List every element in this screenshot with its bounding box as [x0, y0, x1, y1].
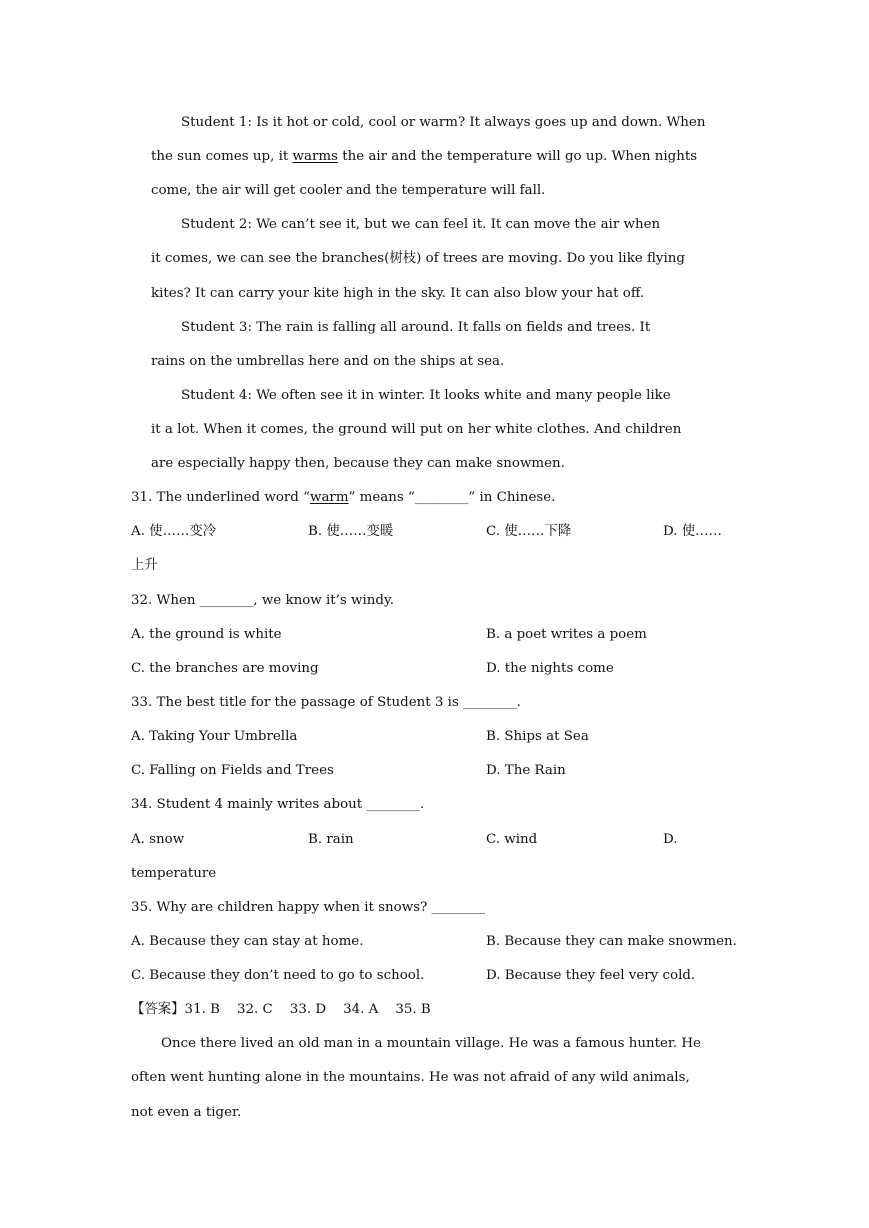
question-34-option-d-continued: temperature: [131, 866, 217, 881]
student3-line1: Student 3: The rain is falling all around. It falls on fields and trees. It: [181, 320, 651, 335]
question-35-option-a: A. Because they can stay at home.: [131, 934, 364, 949]
question-33-option-b: B. Ships at Sea: [486, 729, 589, 744]
student1-line2: [151, 148, 697, 166]
question-32-option-b: B. a poet writes a poem: [486, 627, 647, 642]
question-35-option-c: C. Because they don’t need to go to school.: [131, 968, 425, 983]
underlined-word-warms: warms: [292, 149, 338, 164]
question-31-option-d-continued: 上升: [131, 558, 158, 573]
question-34-option-a: A. snow: [131, 832, 185, 847]
answer-key: 【答案】31. B 32. C 33. D 34. A 35. B: [131, 1002, 431, 1017]
passage2-line3: not even a tiger.: [131, 1105, 242, 1120]
student1-line1: Student 1: Is it hot or cold, cool or warm? It always goes up and down. When: [181, 115, 706, 130]
question-33-option-a: A. Taking Your Umbrella: [131, 729, 298, 744]
student3-line2: rains on the umbrellas here and on the ships at sea.: [151, 354, 505, 369]
student2-line2: it comes, we can see the branches(树枝) of trees are moving. Do you like flying: [151, 251, 685, 266]
question-33-stem: 33. The best title for the passage of Student 3 is ________.: [131, 695, 521, 710]
underlined-word-warm: warm: [309, 490, 349, 505]
student1-line3: come, the air will get cooler and the temperature will fall.: [151, 183, 546, 198]
question-32-option-c: C. the branches are moving: [131, 661, 319, 676]
question-31-option-a: A. 使……变冷: [131, 524, 217, 539]
question-31-stem: [131, 489, 555, 507]
passage2-line2: often went hunting alone in the mountains. He was not afraid of any wild animals,: [131, 1070, 690, 1085]
student1-line2-start: the sun comes up, it: [151, 149, 293, 164]
student4-line2: it a lot. When it comes, the ground will put on her white clothes. And children: [151, 422, 682, 437]
student2-line1: Student 2: We can’t see it, but we can feel it. It can move the air when: [181, 217, 661, 232]
question-34-option-d: D.: [663, 832, 678, 847]
question-32-option-d: D. the nights come: [486, 661, 614, 676]
student2-line3: kites? It can carry your kite high in the sky. It can also blow your hat off.: [151, 286, 645, 301]
question-33-option-d: D. The Rain: [486, 763, 566, 778]
question-31-option-b: B. 使……变暖: [308, 524, 394, 539]
question-31-option-d: D. 使……: [663, 524, 722, 539]
question-35-option-d: D. Because they feel very cold.: [486, 968, 696, 983]
student1-line2-end: the air and the temperature will go up. When nights: [337, 149, 698, 164]
question-34-option-b: B. rain: [308, 832, 354, 847]
question-34-stem: 34. Student 4 mainly writes about ________.: [131, 797, 425, 812]
question-34-option-c: C. wind: [486, 832, 538, 847]
question-33-option-c: C. Falling on Fields and Trees: [131, 763, 334, 778]
student4-line3: are especially happy then, because they can make snowmen.: [151, 456, 565, 471]
question-35-stem: 35. Why are children happy when it snows? ________: [131, 900, 486, 915]
question-31-option-c: C. 使……下降: [486, 524, 572, 539]
passage2-line1: Once there lived an old man in a mountain village. He was a famous hunter. He: [161, 1036, 701, 1051]
question-31-stem-end: ” means “________” in Chinese.: [348, 490, 556, 505]
question-32-stem: 32. When ________, we know it’s windy.: [131, 593, 395, 608]
question-32-option-a: A. the ground is white: [131, 627, 282, 642]
student4-line1: Student 4: We often see it in winter. It looks white and many people like: [181, 388, 671, 403]
question-31-stem-start: 31. The underlined word “: [131, 490, 310, 505]
question-35-option-b: B. Because they can make snowmen.: [486, 934, 737, 949]
